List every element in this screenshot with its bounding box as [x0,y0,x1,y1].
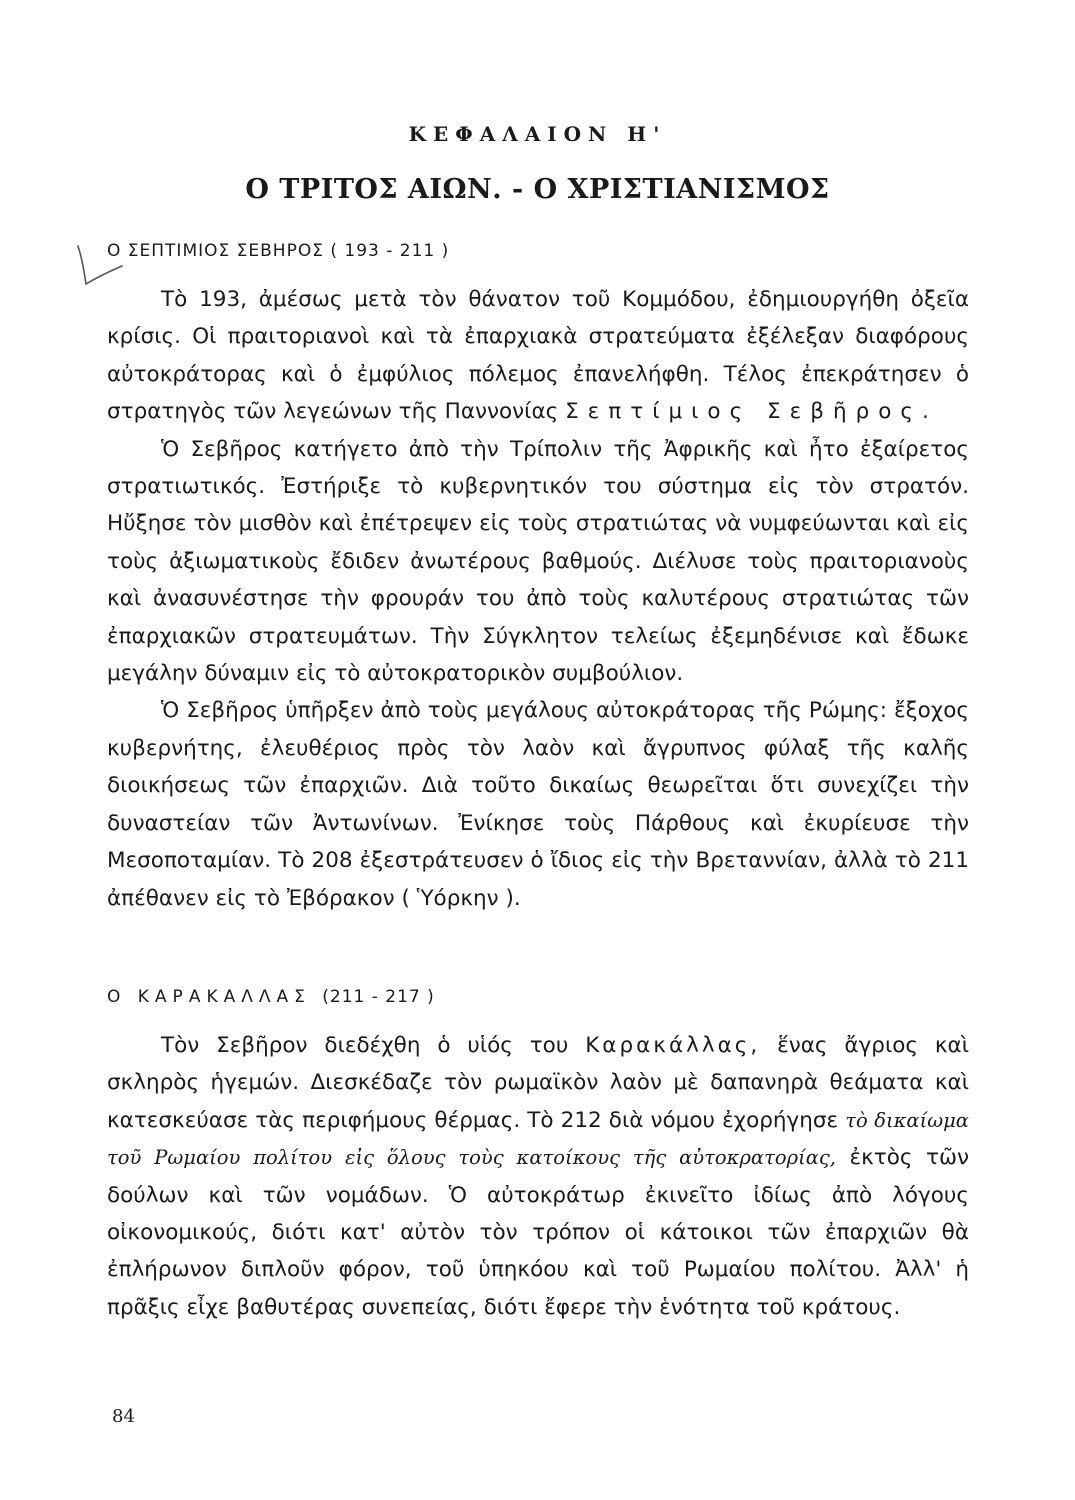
paragraph: Ὁ Σεβῆρος κατήγετο ἀπὸ τὴν Τρίπολιν τῆς Ἀφρικῆς καὶ ἦτο ἐξαίρετος στρατιωτικός. Ἐστήριξε τὸ κυβερνητικόν του σύστημα εἰς τὸν στρατόν. Ηὔξησε τὸν μισθὸν καὶ ἐπέτρεψεν εἰς τοὺς στρατιώτας νὰ νυμφεύωνται καὶ εἰς τοὺς ἀξιωματικοὺς ἔδιδεν ἀνωτέρους βαθμούς. Διέλυσε τοὺς πραιτοριανοὺς καὶ ἀνασυνέστησε τὴν φρουράν του ἀπὸ τοὺς καλυτέρους στρατιώτας τῶν ἐπαρχιακῶν στρατευμάτων. Τὴν Σύγκλητον τελείως ἐξεμηδένισε καὶ ἔδωκε μεγάλην δύναμιν εἰς τὸ αὐτοκρατορικὸν συμβούλιον. [107,436,969,687]
section-body-severus [107,281,969,917]
chapter-title: Ο ΤΡΙΤΟΣ ΑΙΩΝ. - Ο ΧΡΙΣΤΙΑΝΙΣΜΟΣ [245,174,830,205]
paragraph-text: Τὸ 193, ἀμέσως μετὰ τὸν θάνατον τοῦ Κομμόδου, ἐδημιουργήθη ὀξεῖα κρίσις. Οἱ πραιτοριανοὶ καὶ τὰ ἐπαρχιακὰ στρατεύματα ἐξέλεξαν διαφόρους αὐτοκράτορας καὶ ὁ ἐμφύλιος πόλεμος ἐπανελήφθη. Τέλος ἐπεκράτησεν ὁ στρατηγὸς τῶν λεγεώνων τῆς Παννονίας [107,287,969,425]
emperor-name-spaced: Σεπτίμιος Σεβῆρος. [565,399,938,425]
paragraph [107,1027,969,1326]
paragraph-text: ἕνας ἄγριος καὶ σκληρὸς ἡγεμών. Διεσκέδαζε τὸν ρωμαϊκὸν λαὸν μὲ δαπανηρὰ θεάματα καὶ κατεσκεύασε τὰς περιφήμους θέρμας. Τὸ 212 διὰ νόμου ἐχορήγησε [107,1033,969,1133]
paragraph-text: Τὸν Σεβῆρον διεδέχθη ὁ υἱός του [161,1033,569,1058]
page-number: 84 [112,1406,135,1427]
paragraph [107,281,969,431]
italic-phrase: τὸ δικαίωμα τοῦ Ρωμαίου πολίτου εἰς ὅλους τοὺς κατοίκους τῆς αὐτοκρατορίας, [107,1108,969,1170]
section-body-caracalla [107,1027,969,1326]
paragraph-text: ἐκτὸς τῶν δούλων καὶ τῶν νομάδων. Ὁ αὐτοκράτωρ ἐκινεῖτο ἰδίως ἀπὸ λόγους οἰκονομικούς, διότι κατ' αὐτὸν τὸν τρόπον οἱ κάτοικοι τῶν ἐπαρχιῶν θὰ ἐπλήρωνον διπλοῦν φόρον, τοῦ ὑπηκόου καὶ τοῦ Ρωμαίου πολίτου. Ἀλλ' ἡ πρᾶξις εἶχε βαθυτέρας συνεπείας, διότι ἔφερε τὴν ἑνότητα τοῦ κράτους. [107,1145,969,1320]
section-heading-years: (211 - 217 ) [322,987,435,1007]
section-heading-name: Ο ΚΑΡΑΚΑΛΛΑΣ [107,987,311,1007]
emperor-name-spaced: Καρακάλλας, [585,1033,761,1058]
section-heading-severus: Ο ΣΕΠΤΙΜΙΟΣ ΣΕΒΗΡΟΣ ( 193 - 211 ) [107,241,450,261]
section-heading-caracalla [107,987,435,1007]
paragraph: Ὁ Σεβῆρος ὑπῆρξεν ἀπὸ τοὺς μεγάλους αὐτοκράτορας τῆς Ρώμης: ἔξοχος κυβερνήτης, ἐλευθέριος πρὸς τὸν λαὸν καὶ ἄγρυπνος φύλαξ τῆς καλῆς διοικήσεως τῶν ἐπαρχιῶν. Διὰ τοῦτο δικαίως θεωρεῖται ὅτι συνεχίζει τὴν δυναστείαν τῶν Ἀντωνίνων. Ἐνίκησε τοὺς Πάρθους καὶ ἐκυρίευσε τὴν Μεσοποταμίαν. Τὸ 208 ἐξεστράτευσεν ὁ ἴδιος εἰς τὴν Βρεταννίαν, ἀλλὰ τὸ 211 ἀπέθανεν εἰς τὸ Ἐβόρακον ( Ὑόρκην ). [107,698,969,911]
chapter-label: ΚΕΦΑΛΑΙΟΝ Η' [408,122,667,146]
